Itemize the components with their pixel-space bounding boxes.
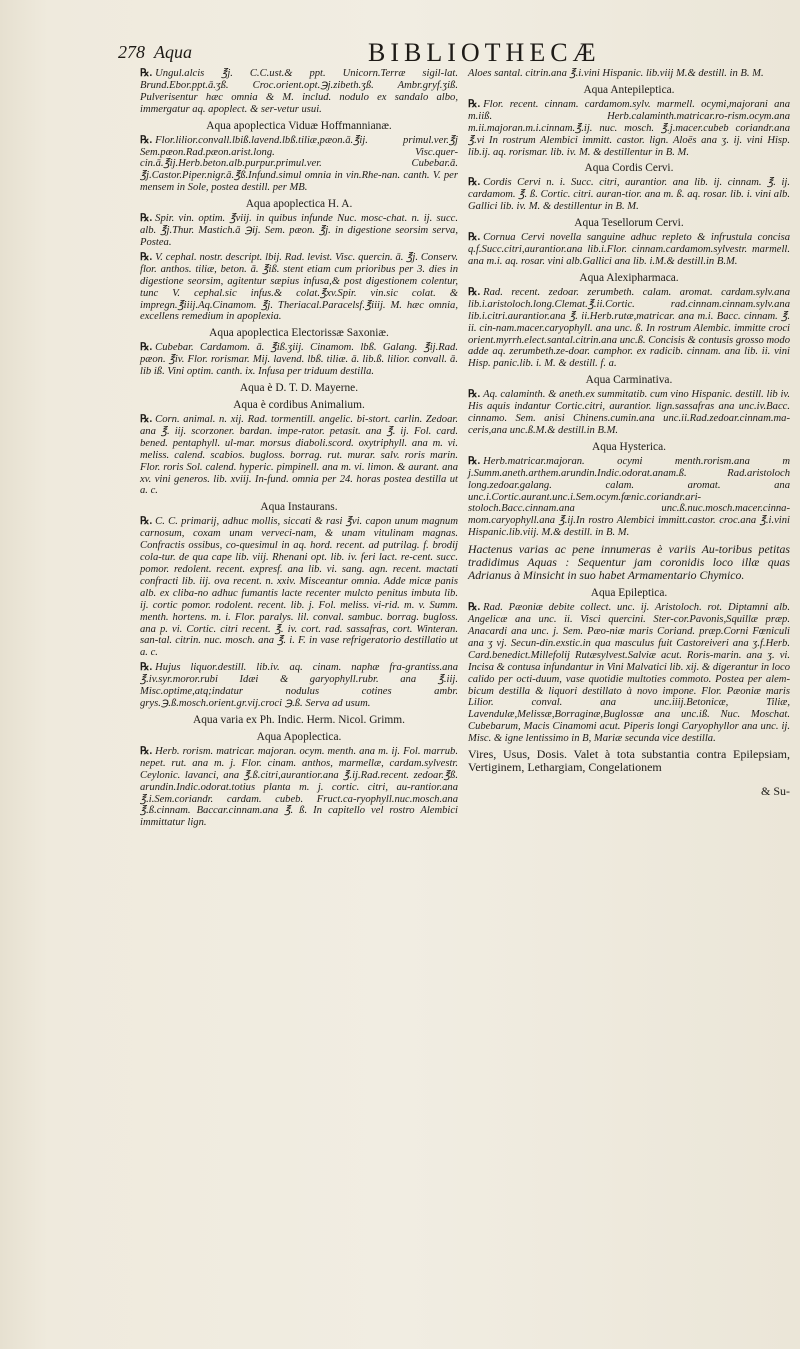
recipe-symbol: ℞. [140, 516, 153, 528]
recipe-paragraph: ℞. C. C. primarij, adhuc mollis, siccati & rasi ℥vi. capon unum magnum carnosum, coxam unam verveci-nam, & unam vitulinam magnas. Confractis ossibus, co-quesimul in aq. hord. recent. ad putrilag. f. brodij cola-tur. de qua cape lib. viij. Rhenani opt. lib. iv. feri lact. re-cent. succ. pomor. redolent. recent. expresf. ana lib. vi. sang. agn. recent. mactati confracti lib. iij. ova recent. n. xxiv. Misceantur omnia. Adde micæ panis alb. ex cliba-no adhuc fumantis lacte recenter mulcto penitus imbuta lib. ij. cortic pomor. rodolent. recent. lib. j. Fol. meliss. vi-rid. m. v. Summ. menth. hortens. m. i. Flor. paralys. lil. conval. sambuc. borrag. bugloss. ana p. vi. Cortic. citri recent. ℥. iv. cort. rad. sassafras, cort. Winteran. san-tal. citrin. nuc. mosch. ana ℥. i. F. in vase refrigeratorio destillatio ut a. c. [140, 516, 458, 659]
section-heading: Aqua è D. T. D. Mayerne. [239, 382, 359, 395]
recipe-paragraph: ℞. Hujus liquor.destill. lib.iv. aq. cinam. naphæ fra-grantiss.ana ℥.iv.syr.moror.rubi Idæi & garyophyll.rubr. ana ℥.iij. Misc.optime,atq;indatur nodulus cotines ambr. grys.℈.ß.mosch.orient.gr.vij.croci ℈.ß. Serva ad usum. [140, 662, 458, 709]
running-word: Aqua [154, 42, 192, 62]
left-column [140, 68, 458, 832]
recipe-paragraph: ℞. V. cephal. nostr. descript. lbij. Rad. levist. Visc. quercin. ā. ℥j. Conserv. flor. anthos. tiliæ, beton. ā. ℥iß. stent etiam cum prioribus per 3. dies in digestione seorsim, agitentur sæpius infusa,& post digestionem colentur, tunc V. cephal.sic infus.& colat.℥xv.Spir. vin.sic colat. & impregn.℥iiij.Aq.Cinamom. ℥j. Theriacal.Paracelsf.℥iiij. M. hæc omnia, excellens remedium in apoplexia. [140, 251, 458, 323]
transition-note: Hactenus varias ac pene innumeras è variis Au-toribus petitas tradidimus Aquas : Sequentur jam coronidis loco illæ quas Adrianus à Minsicht in suo habet Armamentario Chymico. [468, 542, 790, 583]
closing-paragraph: Vires, Usus, Dosis. Valet à tota substantia contra Epilepsiam, Vertiginem, Lethargiam, Congelationem [468, 747, 790, 775]
recipe-paragraph: ℞. Cordis Cervi n. i. Succ. citri, aurantior. ana lib. ij. cinnam. ℥. ij. cardamom. ℥. ß. Cortic. citri. auran-tior. ana m. ß. aq. rosar. lib. i. vini alb. Gallici lib. iv. M. & destillentur in B. M. [468, 177, 790, 213]
right-column [468, 68, 790, 798]
recipe-paragraph: ℞. Herb. rorism. matricar. majoran. ocym. menth. ana m. ij. Fol. marrub. nepet. rut. ana m. j. Flor. cinam. anthos, marmellæ, cardam.sylvestr. Ceylonic. lavanci, ana ℥.ß.citri,aurantior.ana ℥.ij.Rad.recent. zedoar.℥ß. arundin.Indic.odorat.totius planta m. j. cortic. citri, au-rantior.ana ℥.i.Sem.coriandr. cardam. cubeb. Fruct.ca-ryophyll.nuc.mosch.ana ℥.ß.cinnam. Baccar.cinnam.ana ℥. ß. In capitello vel rostro Alembici immittatur lign. [140, 745, 458, 829]
recipe-symbol: ℞. [140, 68, 153, 79]
recipe-symbol: ℞. [468, 389, 481, 401]
recipe-paragraph: ℞. Flor.lilior.convall.lbiß.lavend.lbß.tiliæ,pæon.ā.℥ij. primul.ver.℥j Sem.pæon.Rad.pæon.arist.long. Visc.quer-cin.ā.℥ij.Herb.beton.alb.purpur.primul.ver. Cubebar.ā. ℥j.Castor.Piper.nigr.ā.℥ß.Infund.simul omnia in vin.Rhe-nan. canth. V. per mensem in Sole, postea destill. per MB. [140, 134, 458, 194]
page-number: 278 [118, 42, 145, 62]
recipe-symbol: ℞. [140, 134, 153, 146]
catchword: & Su- [760, 784, 790, 799]
recipe-paragraph: ℞. Ungul.alcis ℥j. C.C.ust.& ppt. Unicorn.Terræ sigil-lat. Brund.Ebor.ppt.ā.ʒß. Croc.orient.opt.℈j.zibeth.ʒß. Ambr.gryf.ʒiß. Pulverisentur hæc omnia & M. includ. nodulo ex sandalo albo, immergatur aq. apoplect. & ser-vetur usui. [140, 68, 458, 115]
section-heading: Aqua apoplectica H. A. [245, 198, 353, 211]
recipe-symbol: ℞. [140, 662, 153, 674]
recipe-symbol: ℞. [468, 98, 481, 110]
recipe-paragraph: ℞. Herb.matricar.majoran. ocymi menth.rorism.ana m j.Summ.aneth.arthem.arundin.Indic.odorat.anam.ß. Rad.aristoloch long.zedoar.galang. calam. aromat. ana unc.i.Cortic.aurant.unc.i.Sem.ocym.fœnic.coriandr.ari-stoloch.Bacc.cinnam.ana unc.ß.nuc.mosch.macer.cinna-mom.caryophyll.ana ℥.ij.In rostro Alembici immitt.castor. croc.ana ℥.i.vini Hispanic.lib.viij. M.& destill. in B. M. [468, 455, 790, 539]
recipe-paragraph: ℞. Cubebar. Cardamom. ā. ℥iß.ʒiij. Cinamom. lbß. Galang. ℥ij.Rad. pæon. ℥iv. Flor. rorismar. Mij. lavend. lbß. tiliæ. ā. lib.ß. lilior. convall. ā. lib iß. Vini optim. canth. ix. Infusa per triduum destilla. [140, 342, 458, 378]
recipe-symbol: ℞. [140, 213, 153, 225]
section-heading: Aqua è cordibus Animalium. [233, 399, 365, 412]
section-heading: Aqua Antepileptica. [583, 83, 675, 96]
running-title: BIBLIOTHECÆ [368, 38, 601, 67]
recipe-symbol: ℞. [140, 414, 153, 426]
recipe-symbol: ℞. [468, 602, 481, 614]
recipe-symbol: ℞. [140, 251, 153, 263]
recipe-symbol: ℞. [468, 232, 481, 244]
recipe-symbol: ℞. [468, 455, 481, 467]
section-heading: Aqua Hysterica. [591, 440, 666, 453]
recipe-paragraph: ℞. Aq. calaminth. & aneth.ex summitatib. cum vino Hispanic. destill. lib iv. His aquis indantur Cortic.citri, aurantior. lign.sassafras ana unc.iv.Bacc. cinnamo. Sem. anisi Chinens.cumin.ana unc.ii.Rad.zedoar.cinnam.ma-ceris,ana unc.ß.M.& destill.in B.M. [468, 389, 790, 436]
recipe-paragraph: ℞. Flor. recent. cinnam. cardamom.sylv. marmell. ocymi,majorani ana m.iiß. Herb.calaminth.matricar.ro-rism.ocym.ana m.ii.majoran.m.i.cinnam.℥.ij. nuc. mosch. ℥.j.macer.cubeb coriandr.ana ℥.vi In rostrum Alembici immitt. castor. lign. Aloës ana ʒ. ij. vini Hisp. lib.ij. aq. rorismar. lib. iv. M. & destillentur in B. M. [468, 98, 790, 158]
recipe-paragraph: Aloes santal. citrin.ana ℥.i.vini Hispanic. lib.viij M.& destill. in B. M. [468, 68, 764, 79]
section-heading: Aqua Alexipharmaca. [579, 271, 679, 284]
recipe-paragraph: ℞. Corn. animal. n. xij. Rad. tormentill. angelic. bi-stort. carlin. Zedoar. ana ℥. iij. scorzoner. bardan. impe-rator. petasit. ana ℥. ij. Fol. card. bened. pentaphyll. ul-mar. morsus diaboli.scord. oxytriphyll. ana m. vi. meliss. calend. scabios. bugloss. borrag. rut. murar. salv. roris marin. Flor. roris Sol. calend. hyperic. pimpinell. ana m. vi. limon. & aurant. ana xv. vini generos. lib. xviij. In-fund. omnia per 24. horas postea destilla ut a. c. [140, 414, 458, 497]
section-heading: Aqua Epileptica. [590, 587, 668, 600]
section-heading: Aqua Apoplectica. [256, 730, 342, 743]
section-heading: Aqua varia ex Ph. Indic. Herm. Nicol. Grimm. [193, 713, 405, 726]
running-header [118, 38, 778, 68]
section-heading: Aqua Cordis Cervi. [584, 162, 674, 175]
section-heading: Aqua Instaurans. [260, 501, 338, 514]
recipe-symbol: ℞. [468, 286, 481, 298]
recipe-paragraph: ℞. Rad. Pæoniæ debite collect. unc. ij. Aristoloch. rot. Diptamni alb. Angelicæ ana unc. ii. Visci quercini. Ster-cor.Pavonis,Squillæ præp. Anacardi ana unc. j. Sem. Pæo-niæ maris Coriand. præp.Corni Fœniculi ana ʒ vj. Secun-din.exstic.in qua masculus fuit Castoreiveri ana ʒ.f.Herb. Card.benedict.Millefolij Rutæsylvest.Salviæ acut. Roris-marin. ana ʒ. vi. Incisa & contusa infundantur in Vini Malvatici lib. xij. & digerantur in loco calido per octi-duum, vase quotidie multoties commoto. Postea per alem-bicum destilla & liquori destillato à novo impone. Flor. Pæoniæ maris Lilior. conval. ana unc.iiij.Betonicæ, Tiliæ, Lavendulæ,Melissæ,Borraginæ,Buglossæ ana unc.iß. Nuc. Moschat. Cubebarum, Macis Cinamomi acut. Piperis longi Caryophyllor ana unc. ij. Misc. & igne lentissimo in B, Mariæ secunda vice destilla. [468, 602, 790, 745]
recipe-symbol: ℞. [468, 177, 481, 189]
recipe-symbol: ℞. [140, 745, 153, 757]
section-heading: Aqua Tesellorum Cervi. [574, 217, 684, 230]
recipe-paragraph: ℞. Rad. recent. zedoar. zerumbeth. calam. aromat. cardam.sylv.ana lib.i.aristoloch.long.Clemat.℥.ii.Cortic. rad.cinnam.cinnam.sylv.ana lib.i.citri.aurantior.ana ℥. ii.Herb.rutæ,matricar. ana m.i. Bacc. cinnam. ℥. ii. cin-nam.macer.caryophyll. ana unc. ß. In rostrum Alembic. immitte croci orient.myrrh.elect.santal.citrin.ana unc.ß. Concisis & contusis grosso modo adde aq. zerumbeth.ze-doar. camphor. ex radicib. cinnam. ana lib. ii. vini Hisp. panic.lib. i. M. & destill. f. a. [468, 286, 790, 370]
section-heading: Aqua Carminativa. [585, 374, 673, 387]
section-heading: Aqua apoplectica Electorissæ Saxoniæ. [209, 327, 389, 340]
section-heading: Aqua apoplectica Viduæ Hoffmannianæ. [206, 119, 392, 132]
recipe-paragraph: ℞. Spir. vin. optim. ℥viij. in quibus infunde Nuc. mosc-chat. n. ij. succ. alb. ℥j.Thur. Mastich.ā ℈ij. Sem. pæon. ℥j. in digestione seorsim serva, Postea. [140, 213, 458, 248]
recipe-symbol: ℞. [140, 342, 153, 354]
recipe-paragraph: ℞. Cornua Cervi novella sanguine adhuc repleto & infrustula concisa q.f.Succ.citri,aurantior.ana lib.i.Flor. cinnam.cardamom.sylvestr. marmell. ana m.i. aq. rosar. vini alb.Gallici ana lib. i.M.& destill.in B.M. [468, 232, 790, 267]
